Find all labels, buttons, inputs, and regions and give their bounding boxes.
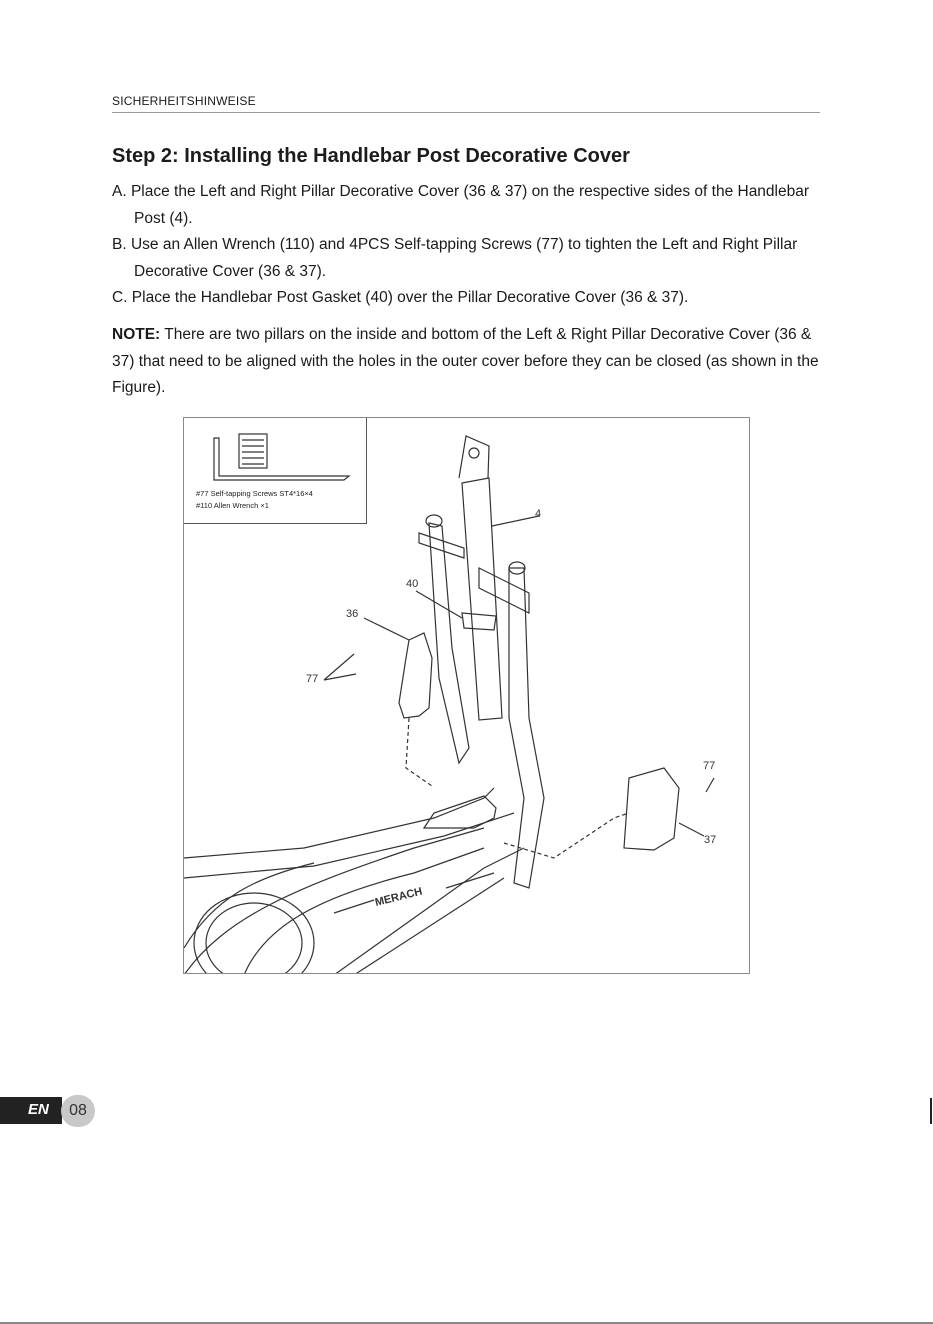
callout-40: 40 <box>406 578 419 590</box>
hardware-inset <box>184 418 367 524</box>
note-text: There are two pillars on the inside and bottom of the Left & Right Pillar Decorative Cover (36 & 37) that need to be aligned with the holes in the outer cover before they can be closed (as shown in the Figure). <box>112 326 819 396</box>
note-label: NOTE: <box>112 326 161 343</box>
step-title: Step 2: Installing the Handlebar Post Decorative Cover <box>112 145 630 167</box>
header-divider <box>112 112 820 113</box>
callout-4: 4 <box>535 508 542 520</box>
hardware-icon <box>184 418 367 488</box>
inset-caption <box>196 488 313 512</box>
step-item-c: C. Place the Handlebar Post Gasket (40) over the Pillar Decorative Cover (36 & 37). <box>112 289 689 306</box>
inset-line-wrench: #110 Allen Wrench ×1 <box>196 501 269 510</box>
step-list <box>112 179 832 312</box>
language-label: EN <box>28 1101 49 1118</box>
inset-line-screws: #77 Self-tapping Screws ST4*16×4 <box>196 489 313 498</box>
callout-36: 36 <box>346 608 359 620</box>
edge-mark <box>930 1098 932 1124</box>
note-paragraph <box>112 322 837 402</box>
section-header: SICHERHEITSHINWEISE <box>112 94 256 108</box>
callout-77-right: 77 <box>703 760 716 772</box>
page-number: 08 <box>61 1095 95 1127</box>
assembly-figure <box>183 417 750 974</box>
callout-77-left: 77 <box>306 673 319 685</box>
callout-37: 37 <box>704 834 717 846</box>
step-item-a: A. Place the Left and Right Pillar Decorative Cover (36 & 37) on the respective sides of the Handlebar Post (4). <box>112 183 810 227</box>
step-item-b: B. Use an Allen Wrench (110) and 4PCS Self-tapping Screws (77) to tighten the Left and Right Pillar Decorative Cover (36 & 37). <box>112 236 798 280</box>
brand-logo: MERACH <box>373 885 424 909</box>
